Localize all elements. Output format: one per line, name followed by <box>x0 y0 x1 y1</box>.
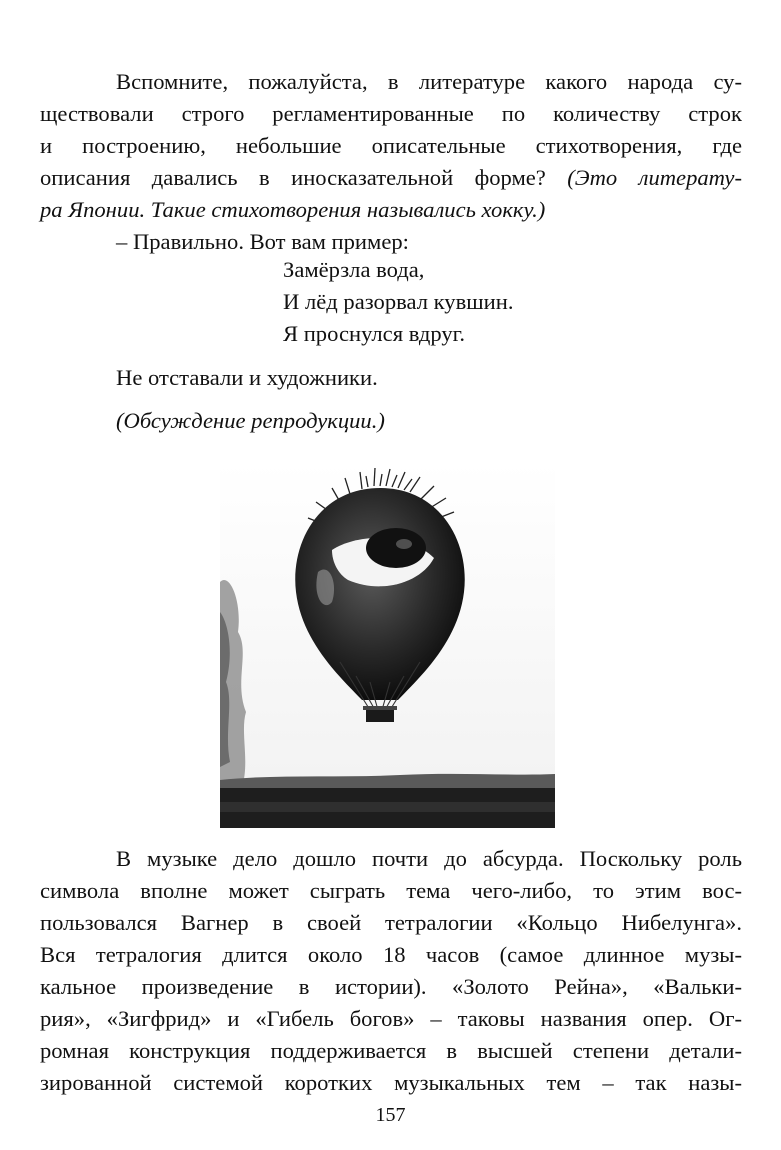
paragraph-japan-question <box>40 66 742 194</box>
artists-line: Не отставали и художники. <box>116 365 378 390</box>
balloon-eye-illustration <box>220 462 555 828</box>
haiku-line-3: Я проснулся вдруг. <box>283 321 465 346</box>
text-line: ществовали строго регламентированные по количеству строк <box>40 101 742 126</box>
haiku-line-1: Замёрзла вода, <box>283 257 425 282</box>
text-line: Вспомните, пожалуйста, в литературе какого народа су- <box>116 69 742 94</box>
italic-answer-start: (Это литерату- <box>567 165 742 190</box>
text-line: ромная конструкция поддерживается в высшей степени детали- <box>40 1038 742 1063</box>
text-line: Вся тетралогия длится около 18 часов (самое длинное музы- <box>40 942 742 967</box>
text-line: и построению, небольшие описательные стихотворения, где <box>40 133 742 158</box>
text-line: пользовался Вагнер в своей тетралогии «Кольцо Нибелунга». <box>40 910 742 935</box>
haiku-poem <box>283 254 514 350</box>
text-line: символа вполне может сыграть тема чего-либо, то этим вос- <box>40 878 742 903</box>
text-line: кальное произведение в истории). «Золото Рейна», «Вальки- <box>40 974 742 999</box>
text-line: зированной системой коротких музыкальных тем – так назы- <box>40 1070 742 1095</box>
hot-air-balloon-eye-icon <box>220 462 555 828</box>
text-segment: описания давались в иносказательной форме? <box>40 165 546 190</box>
text-line: рия», «Зигфрид» и «Гибель богов» – таковы названия опер. Ог- <box>40 1006 742 1031</box>
text-line: В музыке дело дошло почти до абсурда. Поскольку роль <box>116 846 742 871</box>
italic-answer-end: ра Японии. Такие стихотворения назывались хокку.) <box>40 197 546 222</box>
page-number: 157 <box>375 1104 406 1126</box>
paragraph-wagner <box>40 843 742 1099</box>
haiku-line-2: И лёд разорвал кувшин. <box>283 289 514 314</box>
discussion-note: (Обсуждение репродукции.) <box>116 408 385 433</box>
text-line-mixed <box>40 162 742 194</box>
dialogue-line: – Правильно. Вот вам пример: <box>116 229 409 254</box>
